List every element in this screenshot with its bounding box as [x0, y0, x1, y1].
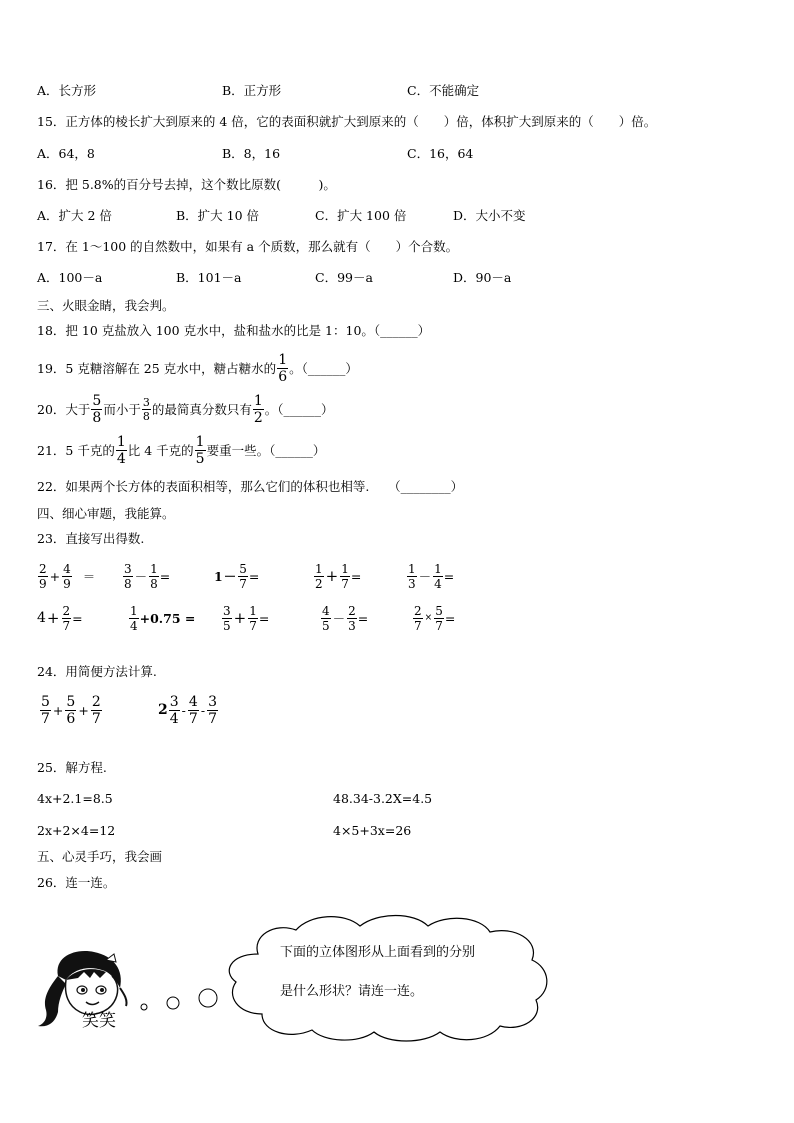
q23r1e4-frac-1 — [314, 563, 324, 590]
q14-option-a: A．长方形 — [37, 83, 97, 98]
q20-fraction-3 — [253, 394, 264, 425]
q23r2e3-frac-1 — [222, 605, 232, 632]
q23r1e3-frac — [238, 563, 248, 590]
q23r1e4-num-2: 1 — [341, 561, 349, 576]
q23-expr-3 — [214, 558, 259, 594]
q16-option-d: D．大小不变 — [453, 208, 526, 223]
q16-option-c: C．扩大 100 倍 — [315, 208, 407, 223]
q24e2-num-1: 3 — [169, 693, 179, 710]
q23-expr-7 — [128, 600, 195, 636]
q24e1-den-1: 7 — [41, 710, 50, 727]
q23r1e2-num-1: 3 — [124, 561, 132, 576]
q23-expr-2 — [122, 558, 170, 594]
q21-num-1: 1 — [116, 433, 126, 450]
q24e1-num-1: 5 — [41, 693, 50, 710]
q23r1e5-frac-1 — [407, 563, 417, 590]
q24e2-frac-3 — [207, 695, 218, 726]
q24e1-frac-1 — [40, 695, 51, 726]
girl-caption: 笑笑 — [82, 1011, 116, 1031]
q23r1e1-frac-1 — [38, 563, 48, 590]
q23r1e2-den-2: 8 — [150, 576, 158, 591]
speech-cloud-icon — [218, 910, 556, 1046]
q21-statement — [37, 431, 325, 469]
q23r1e4-den-2: 7 — [341, 576, 349, 591]
q20-statement — [37, 390, 334, 428]
q23r2e3-op: + — [233, 609, 247, 627]
q23r2e5-eq: = — [444, 610, 456, 626]
q18-statement: 18．把 10 克盐放入 100 克水中，盐和盐水的比是 1：10。（______） — [37, 323, 431, 338]
q26-title: 26．连一连。 — [37, 875, 116, 890]
cloud-text-line-2: 是什么形状？请连一连。 — [280, 984, 424, 999]
q14-option-b: B．正方形 — [222, 83, 282, 98]
q19-text-b: 。（______） — [289, 361, 358, 376]
q23r1e1-num-2: 4 — [63, 561, 71, 576]
q20-den-3: 2 — [253, 409, 263, 426]
q24e2-num-2: 4 — [188, 693, 198, 710]
q17-option-c: C．99－a — [315, 270, 373, 285]
q23r2e5-den-2: 7 — [435, 618, 443, 633]
q24e2-num-3: 3 — [208, 693, 217, 710]
q23r2e5-frac-1 — [413, 605, 423, 632]
q23r2e4-num-2: 2 — [348, 603, 356, 618]
q23r1e2-num-2: 1 — [150, 561, 158, 576]
q23r1e4-eq: = — [350, 568, 362, 584]
q20-den-1: 8 — [92, 409, 102, 426]
q23r1e2-frac-2 — [149, 563, 159, 590]
q19-num: 1 — [278, 351, 288, 368]
q23r2e2-rest: +0.75 = — [139, 610, 196, 626]
q23r2e1-frac — [62, 605, 72, 632]
q23r1e5-den-1: 3 — [408, 576, 416, 591]
q23-expr-5 — [406, 558, 454, 594]
q15-option-c: C．16，64 — [407, 146, 474, 161]
q23r1e1-eq: ＝ — [82, 569, 96, 584]
q23r1e4-op: + — [325, 567, 339, 585]
q20-text-a: 20．大于 — [37, 402, 91, 417]
q23r1e3-num: 5 — [239, 561, 247, 576]
q23-expr-4 — [313, 558, 361, 594]
q24e1-frac-2 — [65, 695, 76, 726]
q24e1-num-2: 5 — [66, 693, 76, 710]
q23r2e2-num: 1 — [130, 603, 138, 618]
q23r2e4-frac-2 — [347, 605, 357, 632]
q23r1e5-frac-2 — [433, 563, 443, 590]
q23r2e4-op: － — [332, 611, 346, 626]
q20-text-c: 的最简真分数只有 — [151, 402, 252, 417]
q24e2-den-1: 4 — [169, 710, 179, 727]
q20-text-e: 。（______） — [264, 402, 334, 417]
q21-fraction-2 — [195, 435, 206, 466]
q23-title: 23．直接写出得数. — [37, 531, 145, 546]
q23r2e1-whole: 4 — [37, 610, 46, 626]
q20-num-2: 3 — [142, 395, 150, 409]
q23r2e3-frac-2 — [248, 605, 258, 632]
q16-option-a: A．扩大 2 倍 — [37, 208, 112, 223]
q24e2-den-3: 7 — [208, 710, 217, 727]
cloud-text-line-1: 下面的立体图形从上面看到的分别 — [280, 945, 476, 960]
q23r1e2-frac-1 — [123, 563, 133, 590]
q23r1e2-eq: = — [159, 568, 171, 584]
q23r1e3-op: － — [223, 569, 237, 584]
q17-option-b: B．101－a — [176, 270, 242, 285]
q24-expr-2 — [158, 690, 219, 730]
q15-question: 15．正方体的棱长扩大到原来的 4 倍，它的表面积就扩大到原来的（ ）倍，体积扩大到原来的（ ）倍。 — [37, 114, 657, 129]
q23r2e1-op: + — [46, 609, 60, 627]
q21-den-2: 5 — [195, 450, 205, 467]
q23-expr-1 — [37, 558, 95, 594]
q25-equation-2: 48.34-3.2X=4.5 — [333, 791, 433, 806]
q21-num-2: 1 — [195, 433, 205, 450]
q14-option-c: C．不能确定 — [407, 83, 480, 98]
q23-expr-8 — [221, 600, 269, 636]
q23r1e3-eq: = — [248, 568, 260, 584]
thought-bubbles-icon — [135, 980, 225, 1020]
q23r2e1-den: 7 — [62, 618, 71, 633]
q24-title: 24．用简便方法计算. — [37, 664, 157, 679]
q23r1e2-op: － — [134, 569, 148, 584]
section-5-heading: 五、心灵手巧，我会画 — [37, 849, 163, 864]
q24e1-op-1: + — [52, 702, 64, 718]
q24e2-op-1: - — [181, 702, 186, 718]
q23r2e1-eq: = — [72, 610, 83, 626]
q23-expr-10 — [412, 600, 455, 636]
q23r2e4-num-1: 4 — [322, 603, 330, 618]
q24e1-frac-3 — [91, 695, 102, 726]
q23r1e1-den-1: 9 — [39, 576, 47, 591]
q23r1e4-frac-2 — [340, 563, 350, 590]
q23r2e4-den-2: 3 — [348, 618, 356, 633]
q20-num-3: 1 — [253, 392, 263, 409]
q24e1-den-3: 7 — [91, 710, 101, 727]
q25-equation-1: 4x+2.1=8.5 — [37, 791, 113, 806]
q16-question: 16．把 5.8%的百分号去掉，这个数比原数( )。 — [37, 177, 336, 192]
q24e2-op-2: - — [200, 702, 206, 718]
q24e2-frac-1 — [169, 695, 180, 726]
q23r2e3-den-1: 5 — [223, 618, 231, 633]
q25-equation-4: 4×5+3x=26 — [333, 823, 412, 838]
q23r2e5-den-1: 7 — [414, 618, 422, 633]
q23-expr-6 — [37, 600, 83, 636]
q23r1e4-num-1: 1 — [315, 561, 323, 576]
q22-statement: 22．如果两个长方体的表面积相等，那么它们的体积也相等. （________） — [37, 479, 464, 494]
q20-text-b: 而小于 — [103, 402, 141, 417]
q23r1e1-frac-2 — [62, 563, 72, 590]
q24e2-frac-2 — [188, 695, 199, 726]
q23r2e4-eq: = — [357, 610, 369, 626]
q21-text-b: 比 4 千克的 — [127, 443, 194, 458]
q24e1-den-2: 6 — [66, 710, 76, 727]
q23r1e5-num-1: 1 — [408, 561, 416, 576]
q23r1e3-den: 7 — [239, 576, 247, 591]
q21-text-a: 21．5 千克的 — [37, 443, 115, 458]
q19-statement — [37, 350, 358, 386]
q21-den-1: 4 — [116, 450, 126, 467]
q23r1e4-den-1: 2 — [315, 576, 323, 591]
q23r2e4-den-1: 5 — [322, 618, 330, 633]
q15-option-a: A．64，8 — [37, 146, 95, 161]
q23r2e3-num-2: 1 — [249, 603, 257, 618]
q24-expr-1 — [39, 690, 103, 730]
q15-option-b: B．8，16 — [222, 146, 281, 161]
q24e2-den-2: 7 — [188, 710, 198, 727]
q23r2e3-num-1: 3 — [223, 603, 231, 618]
q23r1e5-den-2: 4 — [434, 576, 442, 591]
section-4-heading: 四、细心审题，我能算。 — [37, 506, 175, 521]
q23r2e2-frac — [129, 605, 139, 632]
q23r2e2-den: 4 — [130, 618, 138, 633]
q20-fraction-2 — [142, 397, 151, 422]
q24e2-whole: 2 — [158, 702, 168, 718]
q21-text-c: 要重一些。（______） — [206, 443, 326, 458]
q17-question: 17．在 1～100 的自然数中，如果有 a 个质数，那么就有（ ）个合数。 — [37, 239, 459, 254]
q23r2e3-eq: = — [258, 610, 270, 626]
q23r1e1-num-1: 2 — [39, 561, 47, 576]
section-3-heading: 三、火眼金睛，我会判。 — [37, 298, 175, 313]
q23r2e3-den-2: 7 — [249, 618, 257, 633]
q23r2e5-num-1: 2 — [414, 603, 422, 618]
q20-fraction-1 — [91, 394, 102, 425]
q19-den: 6 — [278, 368, 288, 385]
q23r1e5-num-2: 1 — [434, 561, 442, 576]
q24e1-num-3: 2 — [91, 693, 101, 710]
q23r1e2-den-1: 8 — [124, 576, 132, 591]
q23r2e1-num: 2 — [62, 603, 71, 618]
q23r1e5-op: － — [418, 569, 432, 584]
q23r1e1-op: + — [49, 568, 61, 584]
q21-fraction-1 — [116, 435, 127, 466]
q23r1e1-den-2: 9 — [63, 576, 71, 591]
q25-title: 25．解方程. — [37, 760, 107, 775]
q19-fraction — [277, 353, 288, 384]
q23-expr-9 — [320, 600, 368, 636]
q17-option-a: A．100－a — [37, 270, 103, 285]
q17-option-d: D．90－a — [453, 270, 512, 285]
q23r2e5-frac-2 — [434, 605, 444, 632]
q20-num-1: 5 — [92, 392, 102, 409]
q20-den-2: 8 — [142, 409, 150, 423]
q23r1e5-eq: = — [443, 568, 455, 584]
q23r2e5-op: × — [424, 613, 433, 623]
q23r2e5-num-2: 5 — [435, 603, 443, 618]
q16-option-b: B．扩大 10 倍 — [176, 208, 260, 223]
q25-equation-3: 2x+2×4=12 — [37, 823, 116, 838]
q24e1-op-2: + — [78, 702, 89, 718]
q23r2e4-frac-1 — [321, 605, 331, 632]
q23r1e3-whole: 1 — [214, 568, 223, 584]
q19-text-a: 19．5 克糖溶解在 25 克水中，糖占糖水的 — [37, 361, 277, 376]
